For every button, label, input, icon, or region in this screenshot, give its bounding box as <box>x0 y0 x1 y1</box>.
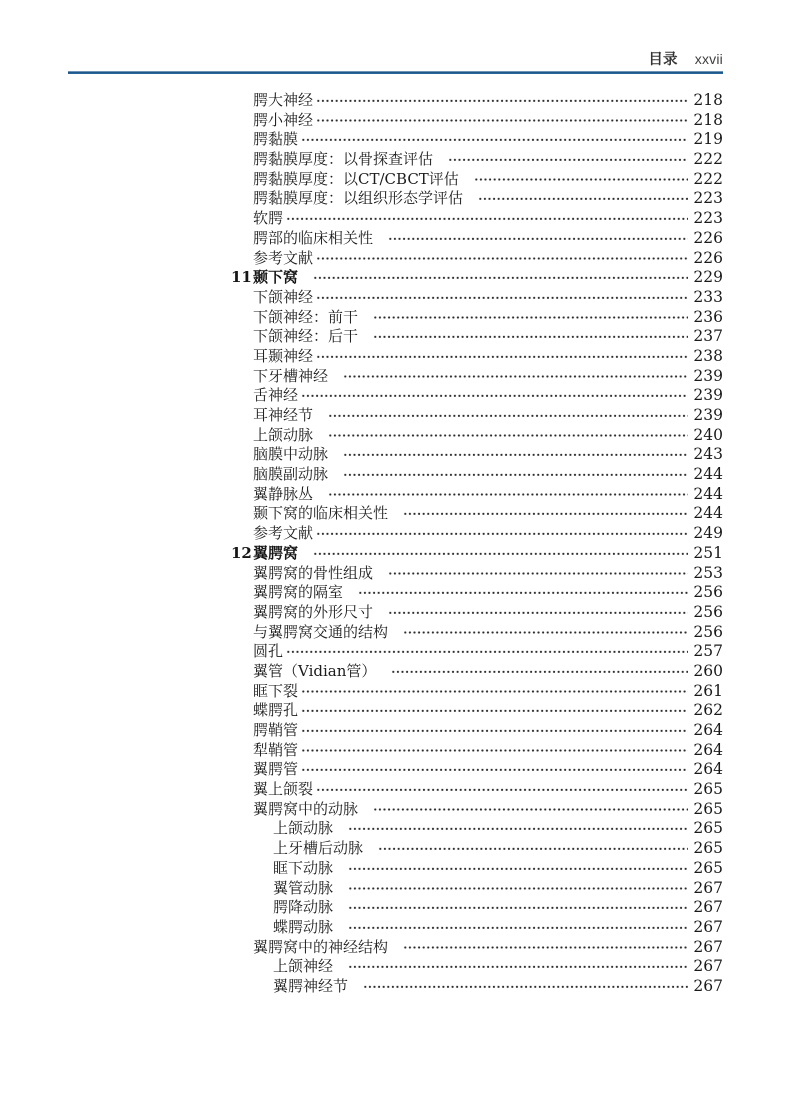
dot-leader <box>373 327 688 347</box>
toc-row <box>253 130 723 150</box>
page-number: 249 <box>693 524 723 543</box>
page-number: 256 <box>693 583 723 602</box>
toc-row <box>253 642 723 662</box>
toc-row <box>253 465 723 485</box>
page-number: 218 <box>693 110 723 129</box>
chapter-number: 11 <box>231 268 252 287</box>
toc-row <box>253 386 723 406</box>
toc-row <box>253 583 723 603</box>
page-number: 265 <box>693 858 723 877</box>
toc-row <box>253 701 723 721</box>
toc-row <box>253 288 723 308</box>
page-header <box>68 49 723 70</box>
toc-entry-title: 参考文献 <box>253 524 314 543</box>
page-number: 267 <box>693 917 723 936</box>
page-number: 222 <box>693 169 723 188</box>
toc-entry-title: 腭大神经 <box>253 91 314 109</box>
toc-row <box>253 682 723 702</box>
page-number: 264 <box>693 760 723 779</box>
dot-leader <box>403 938 688 958</box>
toc-row <box>253 721 723 741</box>
page-number: 243 <box>693 445 723 464</box>
toc-entry-title: 软腭 <box>253 209 284 228</box>
toc-entry-title: 圆孔 <box>253 642 284 661</box>
toc-row <box>253 879 723 899</box>
toc-entry-title: 翼静脉丛 <box>253 484 314 503</box>
dot-leader <box>301 130 688 150</box>
page-number: 218 <box>693 91 723 109</box>
toc-entry-title: 上颌神经 <box>273 957 334 976</box>
dot-leader <box>403 504 688 524</box>
toc-entry-title: 翼腭窝中的神经结构 <box>253 937 389 956</box>
dot-leader <box>286 642 688 662</box>
dot-leader <box>313 544 688 564</box>
page-number: 264 <box>693 721 723 739</box>
page-number: 223 <box>693 189 723 208</box>
toc-entry-title: 下颌神经：前干 <box>253 307 359 326</box>
toc-row <box>253 504 723 524</box>
toc-entry-title: 与翼腭窝交通的结构 <box>253 622 389 641</box>
page-number: 239 <box>693 406 723 424</box>
page-number: 222 <box>693 150 723 169</box>
dot-leader <box>328 406 688 426</box>
toc-row <box>253 426 723 446</box>
dot-leader <box>391 662 688 682</box>
toc-entry-title: 翼腭管 <box>253 760 299 779</box>
page-number: 253 <box>693 563 723 582</box>
toc-row <box>253 741 723 761</box>
toc-chapter-row <box>231 543 723 564</box>
dot-leader <box>313 268 688 288</box>
toc-row <box>253 347 723 367</box>
toc-entry-title: 舌神经 <box>253 386 299 405</box>
page-number: 267 <box>693 957 723 976</box>
toc-row <box>253 524 723 544</box>
toc-row <box>253 564 723 584</box>
toc-entry-title: 翼腭窝的隔室 <box>253 583 344 602</box>
dot-leader <box>448 150 688 170</box>
toc-entry-title: 腭鞘管 <box>253 721 299 739</box>
page-number: 262 <box>693 701 723 720</box>
toc-entry-title: 下牙槽神经 <box>253 366 329 385</box>
page-number: 267 <box>693 937 723 956</box>
page-number: 251 <box>693 543 723 562</box>
page-number: 226 <box>693 248 723 267</box>
toc-entry-title: 蝶腭动脉 <box>273 917 334 936</box>
toc-row <box>253 819 723 839</box>
dot-leader <box>301 701 688 721</box>
toc-entry-title: 脑膜副动脉 <box>253 465 329 484</box>
toc-entry-title: 耳神经节 <box>253 406 314 424</box>
dot-leader <box>316 91 688 111</box>
dot-leader <box>358 583 688 603</box>
page-number: 239 <box>693 386 723 405</box>
toc-entry-title: 腭降动脉 <box>273 898 334 917</box>
toc-row <box>253 209 723 229</box>
toc-row <box>253 859 723 879</box>
page-number: 264 <box>693 740 723 759</box>
dot-leader <box>373 308 688 328</box>
page-number: 267 <box>693 976 723 995</box>
toc-entry-title: 腭黏膜厚度：以组织形态学评估 <box>253 189 464 208</box>
toc-row <box>253 229 723 249</box>
toc-entry-title: 翼腭窝中的动脉 <box>253 799 359 818</box>
toc-entry-title: 眶下动脉 <box>273 858 334 877</box>
page-number: 219 <box>693 130 723 149</box>
dot-leader <box>316 524 688 544</box>
toc-row <box>253 938 723 958</box>
toc-row <box>253 839 723 859</box>
toc-entry-title: 腭部的临床相关性 <box>253 228 374 247</box>
toc-entry-title: 翼腭神经节 <box>273 976 349 995</box>
toc-row <box>253 780 723 800</box>
toc-row <box>253 406 723 426</box>
page-number: 226 <box>693 228 723 247</box>
toc-row <box>253 918 723 938</box>
toc-row <box>253 603 723 623</box>
toc-entry-title: 腭黏膜厚度：以骨探查评估 <box>253 150 434 169</box>
page-number: 229 <box>693 268 723 287</box>
page-number: 223 <box>693 209 723 228</box>
toc-entry-title: 腭黏膜厚度：以CT/CBCT评估 <box>253 169 459 188</box>
toc-entry-title: 上颌动脉 <box>253 425 314 444</box>
header-rule <box>68 71 723 74</box>
toc-row <box>253 898 723 918</box>
toc-row <box>253 760 723 780</box>
toc-entry-title: 下颌神经 <box>253 287 314 306</box>
dot-leader <box>373 800 688 820</box>
toc-entry-title: 上牙槽后动脉 <box>273 839 364 858</box>
dot-leader <box>316 249 688 269</box>
toc-row <box>253 623 723 643</box>
page-number: 256 <box>693 602 723 621</box>
page-number: 237 <box>693 327 723 346</box>
page-number: 244 <box>693 484 723 503</box>
toc-entry-title: 腭小神经 <box>253 110 314 129</box>
toc-row <box>253 91 723 111</box>
toc-list <box>231 91 723 997</box>
toc-chapter-row <box>231 268 723 288</box>
toc-entry-title: 上颌动脉 <box>273 819 334 838</box>
dot-leader <box>316 111 688 131</box>
dot-leader <box>301 741 688 761</box>
dot-leader <box>301 386 688 406</box>
page-number: 265 <box>693 819 723 838</box>
dot-leader <box>286 209 688 229</box>
toc-row <box>253 957 723 977</box>
dot-leader <box>348 879 688 899</box>
dot-leader <box>316 288 688 308</box>
toc-row <box>253 111 723 131</box>
toc-entry-title: 参考文献 <box>253 248 314 267</box>
chapter-number: 12 <box>231 543 252 562</box>
dot-leader <box>316 347 688 367</box>
dot-leader <box>363 977 688 997</box>
page-number: 238 <box>693 346 723 365</box>
dot-leader <box>301 682 688 702</box>
toc-entry-title: 翼管动脉 <box>273 878 334 897</box>
dot-leader <box>301 721 688 741</box>
toc-row <box>253 662 723 682</box>
dot-leader <box>301 760 688 780</box>
toc-entry-title: 翼腭窝的外形尺寸 <box>253 602 374 621</box>
dot-leader <box>343 367 688 387</box>
header-title: 目录 <box>648 52 678 68</box>
toc-row <box>253 367 723 387</box>
dot-leader <box>474 170 689 190</box>
dot-leader <box>348 918 688 938</box>
page-number: 265 <box>693 780 723 799</box>
page-number: 240 <box>693 425 723 444</box>
toc-entry-title: 脑膜中动脉 <box>253 445 329 464</box>
dot-leader <box>348 898 688 918</box>
dot-leader <box>348 859 688 879</box>
toc-row <box>253 249 723 269</box>
page-number: 267 <box>693 878 723 897</box>
toc-row <box>253 170 723 190</box>
toc-entry-title: 颞下窝的临床相关性 <box>253 504 389 523</box>
page-number: 233 <box>693 287 723 306</box>
dot-leader <box>343 445 688 465</box>
dot-leader <box>328 426 688 446</box>
page-number: 244 <box>693 504 723 523</box>
page-number: 256 <box>693 622 723 641</box>
toc-entry-title: 腭黏膜 <box>253 130 299 149</box>
header-folio: xxvii <box>694 51 723 67</box>
toc-row <box>253 308 723 328</box>
dot-leader <box>316 780 688 800</box>
dot-leader <box>388 603 688 623</box>
dot-leader <box>328 485 688 505</box>
dot-leader <box>343 465 688 485</box>
dot-leader <box>403 623 688 643</box>
toc-entry-title: 颞下窝 <box>253 268 299 287</box>
toc-entry-title: 下颌神经：后干 <box>253 327 359 346</box>
toc-entry-title: 眶下裂 <box>253 681 299 700</box>
page-number: 260 <box>693 661 723 680</box>
toc-entry-title: 翼管（Vidian管） <box>253 661 377 680</box>
toc-entry-title: 翼上颌裂 <box>253 780 314 799</box>
toc-entry-title: 翼腭窝的骨性组成 <box>253 563 374 582</box>
dot-leader <box>388 229 688 249</box>
page-number: 236 <box>693 307 723 326</box>
page-number: 265 <box>693 839 723 858</box>
toc-row <box>253 150 723 170</box>
toc-row <box>253 327 723 347</box>
page-number: 257 <box>693 642 723 661</box>
toc-row <box>253 445 723 465</box>
dot-leader <box>388 564 688 584</box>
dot-leader <box>378 839 688 859</box>
page-number: 261 <box>693 681 723 700</box>
toc-entry-title: 蝶腭孔 <box>253 701 299 720</box>
dot-leader <box>348 819 688 839</box>
toc-entry-title: 犁鞘管 <box>253 740 299 759</box>
page-number: 239 <box>693 366 723 385</box>
toc-row <box>253 485 723 505</box>
page-number: 267 <box>693 898 723 917</box>
page-number: 244 <box>693 465 723 484</box>
toc-row <box>253 800 723 820</box>
toc-row <box>253 189 723 209</box>
dot-leader <box>478 189 688 209</box>
page-number: 265 <box>693 799 723 818</box>
dot-leader <box>348 957 688 977</box>
toc-entry-title: 翼腭窝 <box>253 543 299 562</box>
toc-row <box>253 977 723 997</box>
toc-entry-title: 耳颞神经 <box>253 346 314 365</box>
